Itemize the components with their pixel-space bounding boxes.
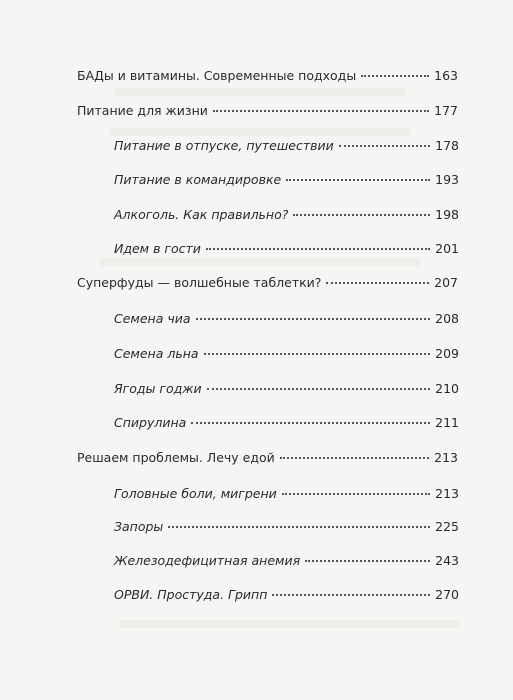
toc-entry-title: Спирулина [114, 415, 187, 430]
toc-entry-title: Алкоголь. Как правильно? [114, 207, 289, 222]
toc-entry-page: 209 [435, 346, 459, 361]
dot-leader [361, 75, 429, 77]
toc-entry-title: Головные боли, мигрени [114, 486, 277, 501]
toc-entry-page: 270 [435, 587, 459, 602]
toc-entry-page: 177 [434, 103, 458, 118]
dot-leader [168, 526, 430, 528]
toc-entry-title: Семена льна [114, 346, 199, 361]
toc-subentry [114, 486, 459, 504]
toc-entry-title: Суперфуды — волшебные таблетки? [77, 275, 322, 290]
toc-entry-page: 207 [434, 275, 458, 290]
toc-subentry [114, 346, 459, 364]
toc-entry-title: Ягоды годжи [114, 381, 202, 396]
toc-entry-title: Питание в командировке [114, 172, 282, 187]
dot-leader [305, 560, 430, 562]
dot-leader [339, 145, 430, 147]
toc-entry-page: 201 [435, 241, 459, 256]
toc-subentry [114, 381, 459, 399]
toc-subentry [114, 207, 459, 225]
toc-entry [77, 450, 458, 468]
toc-subentry [114, 587, 459, 605]
dot-leader [286, 179, 430, 181]
toc-entry-title: ОРВИ. Простуда. Грипп [114, 587, 268, 602]
toc-entry-title: Решаем проблемы. Лечу едой [77, 450, 275, 465]
dot-leader [272, 594, 430, 596]
toc-entry-page: 225 [435, 519, 459, 534]
dot-leader [326, 282, 429, 284]
toc-entry-page: 163 [434, 68, 458, 83]
toc-entry-page: 193 [435, 172, 459, 187]
toc-entry-page: 178 [435, 138, 459, 153]
toc-entry-title: Идем в гости [114, 241, 201, 256]
dot-leader [196, 318, 431, 320]
dot-leader [191, 422, 430, 424]
dot-leader [204, 353, 431, 355]
toc-subentry [114, 519, 459, 537]
toc-entry [77, 68, 458, 86]
toc-entry-page: 243 [435, 553, 459, 568]
dot-leader [213, 110, 429, 112]
toc-entry-page: 213 [435, 486, 459, 501]
dot-leader [282, 493, 430, 495]
toc-entry-title: Питание в отпуске, путешествии [114, 138, 334, 153]
toc-entry-page: 208 [435, 311, 459, 326]
dot-leader [207, 388, 431, 390]
toc-subentry [114, 241, 459, 259]
toc-entry [77, 275, 458, 293]
toc-subentry [114, 172, 459, 190]
toc-entry-title: Семена чиа [114, 311, 191, 326]
toc-entry-page: 211 [435, 415, 459, 430]
dot-leader [206, 248, 430, 250]
toc-entry-title: Запоры [114, 519, 164, 534]
toc-subentry [114, 553, 459, 571]
toc-entry-page: 198 [435, 207, 459, 222]
toc-subentry [114, 311, 459, 329]
toc-subentry [114, 415, 459, 433]
toc-subentry [114, 138, 459, 156]
toc-entry [77, 103, 458, 121]
toc-entry-title: Питание для жизни [77, 103, 208, 118]
dot-leader [293, 214, 430, 216]
toc-entry-title: Железодефицитная анемия [114, 553, 301, 568]
dot-leader [280, 457, 429, 459]
toc-entry-page: 213 [434, 450, 458, 465]
toc-entry-title: БАДы и витамины. Современные подходы [77, 68, 357, 83]
toc-entry-page: 210 [435, 381, 459, 396]
